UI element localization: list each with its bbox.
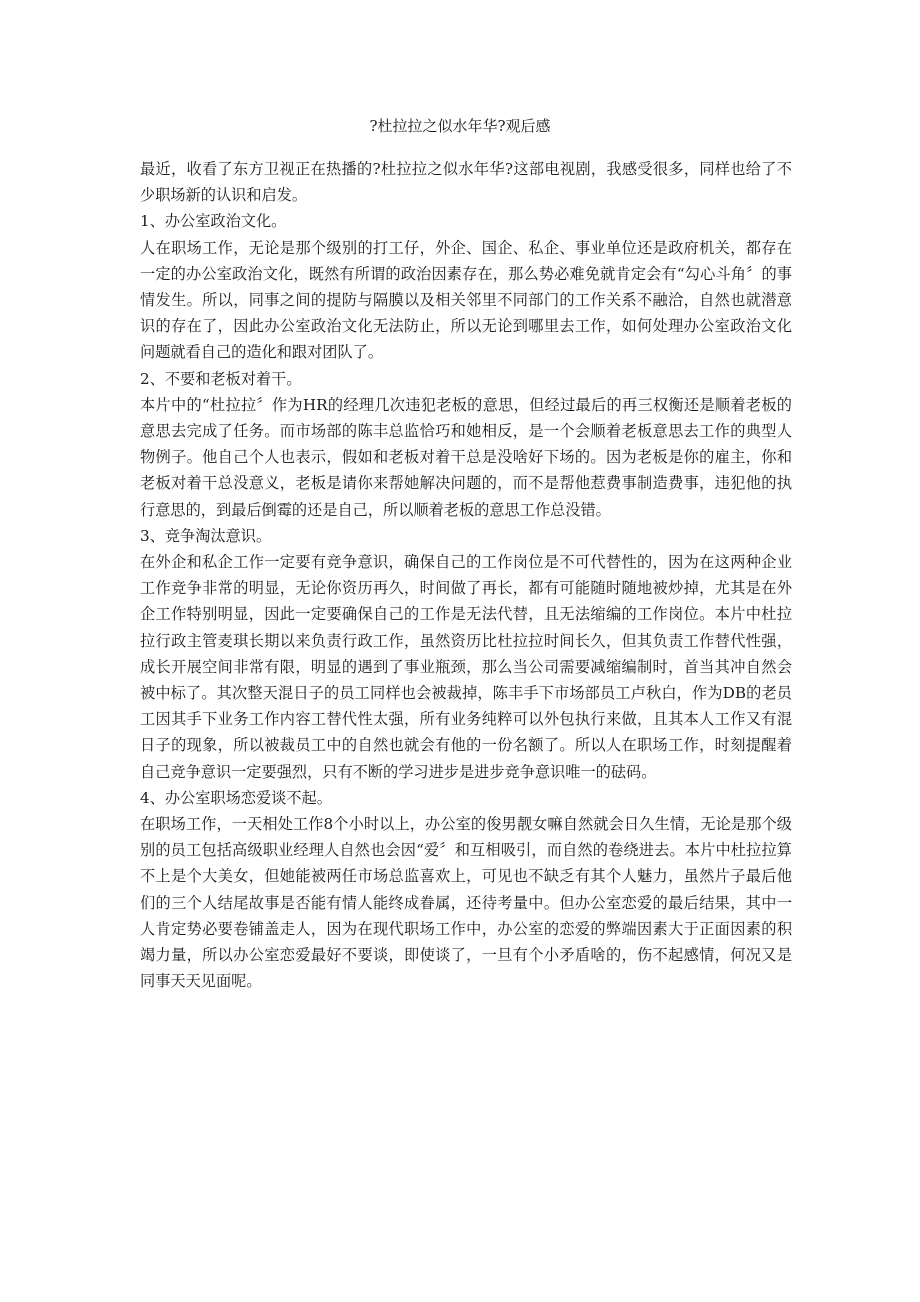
section-heading-office-romance: 4、办公室职场恋爱谈不起。 — [140, 788, 332, 807]
section-heading-office-politics: 1、办公室政治文化。 — [140, 212, 287, 231]
intro-paragraph: 最近，收看了东方卫视正在热播的?杜拉拉之似水年华?这部电视剧，我感受很多，同样也给了不少职场新的认识和启发。 — [140, 160, 792, 205]
section-paragraph-boss: 本片中的“杜拉拉〞作为HR的经理几次违犯老板的意思，但经过最后的再三权衡还是顺着老板的意思去完成了任务。而市场部的陈丰总监恰巧和她相反，是一个会顺着老板意思去工作的典型人物例子。他自己个人也表示，假如和老板对着干总是没啥好下场的。因为老板是你的雇主，你和老板对着干总没意义，老板是请你来帮她解决问题的，而不是帮他惹费事制造费事，违犯他的执行意思的，到最后倒霉的还是自己，所以顺着老板的意思工作总没错。 — [140, 395, 792, 519]
section-heading-competition: 3、竞争淘汰意识。 — [140, 526, 272, 545]
section-paragraph-office-politics: 人在职场工作，无论是那个级别的打工仔，外企、国企、私企、事业单位还是政府机关，都存在一定的办公室政治文化，既然有所谓的政治因素存在，那么势必难免就肯定会有“勾心斗角〞的事情发生。所以，同事之间的提防与隔膜以及相关邻里不同部门的工作关系不融洽，自然也就潜意识的存在了，因此办公室政治文化无法防止，所以无论到哪里去工作，如何处理办公室政治文化问题就看自己的造化和跟对团队了。 — [140, 238, 792, 362]
section-heading-boss: 2、不要和老板对着干。 — [140, 369, 302, 388]
section-paragraph-office-romance: 在职场工作，一天相处工作8个小时以上，办公室的俊男靓女嘛自然就会日久生情，无论是那个级别的员工包括高级职业经理人自然也会因“爱〞和互相吸引，而自然的卷绕进去。本片中杜拉拉算不上是个大美女，但她能被两任市场总监喜欢上，可见也不缺乏有其个人魅力，虽然片子最后他们的三个人结尾故事是否能有情人能终成眷属，还待考量中。但办公室恋爱的最后结果，其中一人肯定势必要卷铺盖走人，因为在现代职场工作中，办公室的恋爱的弊端因素大于正面因素的积竭力量，所以办公室恋爱最好不要谈，即使谈了，一旦有个小矛盾啥的，伤不起感情，何况又是同事天天见面呢。 — [140, 815, 792, 991]
section-paragraph-competition: 在外企和私企工作一定要有竞争意识，确保自己的工作岗位是不可代替性的，因为在这两种企业工作竞争非常的明显，无论你资历再久，时间做了再长，都有可能随时随地被炒掉，尤其是在外企工作特别明显，因此一定要确保自己的工作是无法代替，且无法缩编的工作岗位。本片中杜拉拉行政主管麦琪长期以来负责行政工作，虽然资历比杜拉拉时间长久，但其负责工作替代性强，成长开展空间非常有限，明显的遇到了事业瓶颈，那么当公司需要减缩编制时，首当其冲自然会被中标了。其次整天混日子的员工同样也会被裁掉，陈丰手下市场部员工卢秋白，作为DB的老员工因其手下业务工作内容工替代性太强，所有业务纯粹可以外包执行来做，且其本人工作又有混日子的现象，所以被裁员工中的自然也就会有他的一份名额了。所以人在职场工作，时刻提醒着自己竞争意识一定要强烈，只有不断的学习进步是进步竞争意识唯一的砝码。 — [140, 553, 792, 781]
document-title: ?杜拉拉之似水年华?观后感 — [369, 117, 551, 135]
document-body — [140, 156, 792, 995]
